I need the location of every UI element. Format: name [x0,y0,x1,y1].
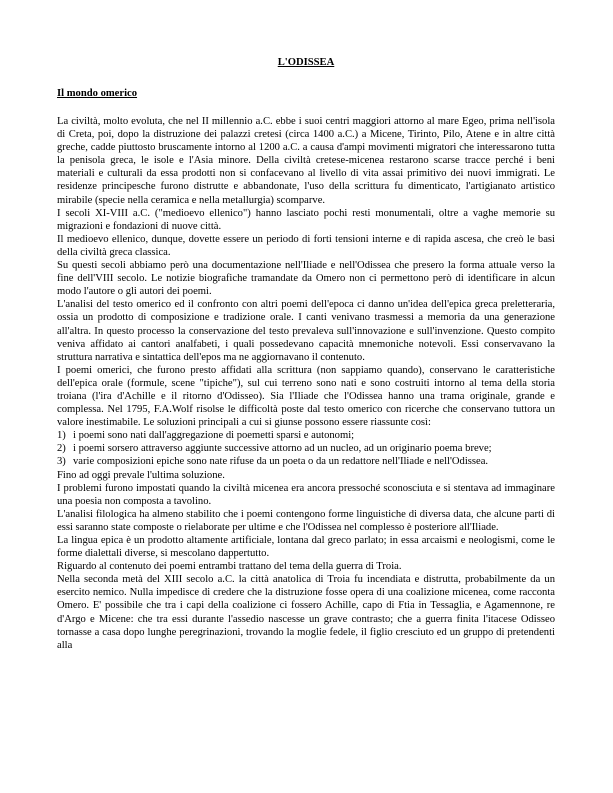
list-item-text: i poemi sorsero attraverso aggiunte successive attorno ad un nucleo, ad un originario poema breve; [73,443,492,455]
document-page [57,56,555,652]
list-item-number: 1) [57,430,66,442]
document-title: L'ODISSEA [277,57,335,68]
body-paragraph: Il medioevo ellenico, dunque, dovette essere un periodo di forti tensioni interne e di rapida ascesa, che creò le basi della civiltà greca classica. [57,233,555,258]
document-body [57,115,555,652]
body-paragraph: I poemi omerici, che furono presto affidati alla scrittura (non sappiamo quando), conservano le caratteristiche dell'epica orale (formule, scene "tipiche"), sul cui terreno sono nati e sono costruiti intorno al tema della storia troiana (l'ira d'Achille e il ritorno d'Odisseo). Sia l'Iliade che l'Odissea hanno una trama originale, grande e complessa. Nel 1795, F.A.Wolf risolse le difficoltà poste dal testo omerico con ricerche che conservano tuttora un valore inestimabile. Le soluzioni principali a cui si giunse possono essere riassunte così: [57,364,555,429]
body-paragraph: La civiltà, molto evoluta, che nel II millennio a.C. ebbe i suoi centri maggiori attorno al mare Egeo, prima nell'isola di Creta, poi, dopo la distruzione dei palazzi cretesi (circa 1400 a.C.) a Micene, Tirinto, Pilo, Atene e in altre città greche, cadde piuttosto bruscamente intorno al 1200 a.C. a causa d'ampi movimenti migratori che interessarono tutta la penisola greca, le isole e l'Asia minore. Della civiltà cretese-micenea restarono scarse tracce perché i beni materiali e culturali da essa prodotti non si confacevano al livello di vita assai primitivo dei nuovi immigrati. Le residenze principesche furono distrutte e abbandonate, l'uso della scrittura fu dimenticato, l'artigianato artistico mirabile (specie nella ceramica e nella metallurgia) scomparve. [57,116,555,206]
body-paragraph: Fino ad oggi prevale l'ultima soluzione. [57,469,225,481]
list-item [57,455,555,468]
body-paragraph: L'analisi filologica ha almeno stabilito che i poemi contengono forme linguistiche di diversa data, che alcune parti di essi saranno state composte o rielaborate per ultime e che l'Odissea nel complesso è posteriore all'Iliade. [57,508,555,533]
list-item [57,429,555,442]
list-item-text: varie composizioni epiche sono nate rifuse da un poeta o da un redattore nell'Iliade e nell'Odissea. [73,456,489,468]
body-paragraph: I secoli XI-VIII a.C. ("medioevo ellenico") hanno lasciato pochi resti monumentali, oltre a vaghe memorie su migrazioni e fondazioni di nuove città. [57,207,555,232]
body-paragraph: Riguardo al contenuto dei poemi entrambi trattano del tema della guerra di Troia. [57,561,402,573]
list-item-number: 2) [57,443,66,455]
body-paragraph: Nella seconda metà del XIII secolo a.C. la città anatolica di Troia fu incendiata e distrutta, probabilmente da un esercito nemico. Nulla impedisce di credere che la distruzione fosse opera di una coalizione micenea, come racconta Omero. E' possibile che tra i capi della coalizione ci fossero Achille, capo di Ftia in Tessaglia, e Agamennone, re d'Argo e Micene: che tra essi durante l'assedio nascesse un grave contrasto; che a guerra finita l'itacese Odisseo tornasse a casa dopo lunghe peregrinazioni, trovando la moglie fedele, il figlio cresciuto ed un gruppo di pretendenti alla [57,574,555,651]
list-item-number: 3) [57,456,66,468]
list-item [57,442,555,455]
numbered-list [57,429,555,468]
body-paragraph: La lingua epica è un prodotto altamente artificiale, lontana dal greco parlato; in essa arcaismi e neologismi, come le forme dialettali diverse, si mescolano dappertutto. [57,535,555,560]
section-heading: Il mondo omerico [57,88,138,99]
list-item-text: i poemi sono nati dall'aggregazione di poemetti sparsi e autonomi; [73,430,355,442]
body-paragraph: I problemi furono impostati quando la civiltà micenea era ancora pressoché sconosciuta e si stentava ad immaginare una poesia non composta a tavolino. [57,482,555,507]
body-paragraph: L'analisi del testo omerico ed il confronto con altri poemi dell'epoca ci danno un'idea dell'epica greca preletteraria, ossia un prodotto di composizione e tradizione orale. I canti venivano trasmessi a memoria da una generazione all'altra. In questo processo la conservazione del testo prevaleva sull'innovazione e sull'invenzione. Questo compito veniva affidato ai cantori analfabeti, i quali possedevano capacità mnemoniche notevoli. Essi conservavano la struttura narrativa e sintattica dell'epos ma ne aggiornavano il contenuto. [57,299,555,363]
body-paragraph: Su questi secoli abbiamo però una documentazione nell'Iliade e nell'Odissea che presero la forma attuale verso la fine dell'VIII secolo. Le notizie biografiche tramandate da Omero non ci permettono però di identificare in alcun modo l'autore o gli autori dei poemi. [57,260,555,298]
